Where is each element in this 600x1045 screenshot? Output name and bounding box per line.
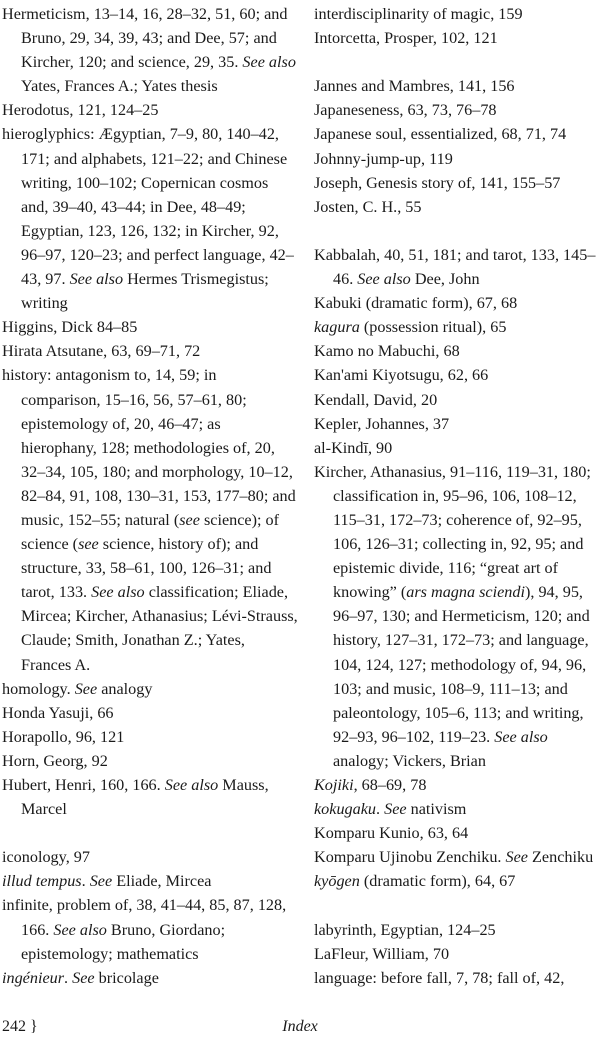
index-entry-text: Hubert, Henri, 160, 166. bbox=[2, 776, 165, 794]
index-entry-text: Yates, Frances A.; Yates thesis bbox=[21, 77, 218, 96]
index-entry-text: Kircher, Athanasius, 91–116, 119–31, 180; classification in, 95–96, 106, 108–12, 115–31, 172–73; coherence of, 92–95, 106, 126–31; collecting in, 92, 95; and epistemic divide, 116; “great art of knowing” ( bbox=[314, 462, 591, 602]
index-entry-italic-text: ingénieur bbox=[2, 968, 65, 987]
index-entry-text: Kabbalah, 40, 51, 181; and tarot, 133, 145–46. bbox=[314, 245, 596, 289]
index-entry-italic-text: See bbox=[72, 968, 95, 987]
index-entry-text: homology. bbox=[2, 679, 75, 698]
index-entry bbox=[314, 797, 598, 821]
index-entry bbox=[314, 363, 598, 387]
index-entry bbox=[314, 436, 598, 460]
index-entry-italic-text: See also bbox=[53, 920, 107, 939]
page-number: 242 } bbox=[2, 1018, 38, 1035]
index-entry-text: language: before fall, 7, 78; fall of, 42, bbox=[314, 968, 565, 987]
index-entry-italic-text: kokugaku bbox=[314, 800, 377, 819]
index-entry-text: Zenchiku bbox=[527, 848, 594, 867]
index-entry-text: Honda Yasuji, 66 bbox=[2, 703, 114, 722]
index-entry-text: (possession ritual), 65 bbox=[359, 318, 507, 337]
index-entry bbox=[314, 171, 598, 195]
index-entry bbox=[2, 122, 298, 315]
index-entry-text: . bbox=[376, 800, 385, 819]
index-entry-text: Kan'ami Kiyotsugu, 62, 66 bbox=[314, 366, 489, 385]
index-entry bbox=[314, 26, 598, 50]
index-entry-italic-text: See also bbox=[242, 53, 296, 72]
index-entry bbox=[2, 869, 298, 893]
index-entry-italic-text: See bbox=[384, 800, 407, 819]
index-entry-italic-text: See also bbox=[357, 270, 411, 289]
index-entry bbox=[314, 918, 598, 942]
index-entry bbox=[314, 2, 598, 26]
index-entry-text: Hermes Trismegistus; writing bbox=[21, 270, 269, 313]
index-entry-text: (dramatic form), 64, 67 bbox=[359, 872, 516, 891]
index-entry-italic-text: See also bbox=[164, 776, 219, 794]
index-entry-italic-text: See bbox=[505, 848, 528, 867]
index-entry-text: Kamo no Mabuchi, 68 bbox=[314, 342, 460, 361]
index-entry-italic-text: Kojiki bbox=[314, 776, 354, 794]
index-entry bbox=[314, 869, 598, 893]
index-entry bbox=[2, 677, 298, 701]
index-entry-text: Japaneseness, 63, 73, 76–78 bbox=[314, 101, 497, 120]
index-entry-text: nativism bbox=[406, 800, 467, 819]
index-entry-text: Mauss, Marcel bbox=[21, 776, 269, 819]
index-entry bbox=[2, 2, 298, 98]
letter-section-gap bbox=[2, 821, 298, 845]
index-entry-text: analogy; Vickers, Brian bbox=[333, 751, 486, 770]
index-entry bbox=[314, 966, 598, 990]
index-entry-italic-text: see bbox=[179, 510, 200, 529]
index-entry-italic-text: See also bbox=[91, 583, 145, 602]
index-entry bbox=[2, 893, 298, 965]
index-entry-text: Herodotus, 121, 124–25 bbox=[2, 101, 159, 120]
index-entry-text: LaFleur, William, 70 bbox=[314, 944, 450, 963]
index-entry-text: history: antagonism to, 14, 59; in comparison, 15–16, 56, 57–61, 80; epistemology of, 20, 46–47; as hierophany, 128; methodologies of, 20, 32–34, 105, 180; and morphology, 10–12, 82–84, 91, 108, 130–31, 153, 177–80; and music, 152–55; natural ( bbox=[2, 366, 296, 529]
index-entry-text: Hermeticism, 13–14, 16, 28–32, 51, 60; and Bruno, 29, 34, 39, 43; and Dee, 57; and Kircher, 120; and science, 29, 35. bbox=[2, 5, 288, 72]
index-entry bbox=[2, 749, 298, 773]
index-entry bbox=[314, 147, 598, 171]
index-entry-text: . bbox=[81, 872, 90, 891]
index-entry-text: hieroglyphics: Ægyptian, 7–9, 80, 140–42, 171; and alphabets, 121–22; and Chinese writing, 100–102; Copernican cosmos and, 39–40, 43–44; in Dee, 48–49; Egyptian, 123, 126, 132; in Kircher, 92, 96–97, 120–23; and perfect language, 42–43, 97. bbox=[2, 125, 294, 289]
index-column-left bbox=[2, 2, 298, 990]
index-entry bbox=[2, 339, 298, 363]
index-entry-text: Kendall, David, 20 bbox=[314, 390, 438, 409]
index-entry bbox=[314, 122, 598, 146]
index-entry-text: iconology, 97 bbox=[2, 848, 90, 867]
index-entry bbox=[314, 195, 598, 219]
index-entry-text: Jannes and Mambres, 141, 156 bbox=[314, 77, 515, 96]
index-entry-italic-text: See bbox=[89, 872, 113, 891]
index-entry-italic-text: See also bbox=[494, 727, 548, 746]
letter-section-gap bbox=[314, 50, 598, 74]
index-entry-text: Japanese soul, essentialized, 68, 71, 74 bbox=[314, 125, 567, 144]
index-entry-text: Komparu Ujinobu Zenchiku. bbox=[314, 848, 506, 867]
index-entry-italic-text: ars magna sciendi bbox=[406, 583, 525, 602]
index-entry-text: Higgins, Dick 84–85 bbox=[2, 318, 138, 337]
index-entry bbox=[2, 773, 298, 821]
index-entry-italic-text: illud tempus bbox=[2, 872, 82, 891]
index-entry bbox=[2, 701, 298, 725]
index-entry-text: science); of science ( bbox=[21, 510, 280, 554]
letter-section-gap bbox=[314, 893, 598, 917]
index-entry-text: Joseph, Genesis story of, 141, 155–57 bbox=[314, 173, 561, 192]
index-entry-text: Intorcetta, Prosper, 102, 121 bbox=[314, 29, 498, 48]
index-entry bbox=[314, 315, 598, 339]
index-entry-text: , 68–69, 78 bbox=[353, 776, 427, 794]
index-entry-text: Kepler, Johannes, 37 bbox=[314, 414, 450, 433]
index-entry-text: science, history of); and structure, 33, 58–61, 100, 126–31; and tarot, 133. bbox=[21, 535, 272, 602]
index-entry-text: Dee, John bbox=[410, 270, 480, 289]
index-entry-text: Kabuki (dramatic form), 67, 68 bbox=[314, 294, 518, 313]
index-entry bbox=[2, 966, 298, 990]
index-entry bbox=[314, 243, 598, 291]
index-entry bbox=[314, 74, 598, 98]
index-entry-text: Johnny-jump-up, 119 bbox=[314, 149, 453, 168]
index-entry-italic-text: kagura bbox=[314, 318, 360, 337]
index-column-right bbox=[314, 2, 598, 990]
index-entry bbox=[314, 460, 598, 773]
index-entry-text: infinite, problem of, 38, 41–44, 85, 87, 128, 166. bbox=[2, 896, 287, 939]
index-entry-text: Josten, C. H., 55 bbox=[314, 197, 422, 216]
index-entry-text: al-Kindī, 90 bbox=[314, 438, 393, 457]
index-entry-text: ), 94, 95, 96–97, 130; and Hermeticism, 120; and history, 127–31, 172–73; and language, 104, 124, 127; methodology of, 94, 96, 103; and music, 108–9, 111–13; and paleontology, 105–6, 113; and writing, 92–93, 96–102, 119–23. bbox=[333, 583, 590, 746]
index-entry-text: bricolage bbox=[94, 968, 159, 987]
index-entry bbox=[2, 845, 298, 869]
index-entry-text: Bruno, Giordano; epistemology; mathematics bbox=[21, 920, 226, 963]
index-entry bbox=[314, 291, 598, 315]
index-entry bbox=[2, 98, 298, 122]
index-entry-text: Hirata Atsutane, 63, 69–71, 72 bbox=[2, 342, 201, 361]
index-entry-text: interdisciplinarity of magic, 159 bbox=[314, 5, 523, 23]
index-entry-italic-text: kyōgen bbox=[314, 872, 360, 891]
page-footer bbox=[2, 1018, 598, 1042]
running-head: Index bbox=[282, 1018, 318, 1035]
index-entry-text: labyrinth, Egyptian, 124–25 bbox=[314, 920, 496, 939]
index-entry bbox=[314, 845, 598, 869]
index-entry-text: analogy bbox=[97, 679, 153, 698]
index-entry-text: classification; Eliade, Mircea; Kircher, Athanasius; Lévi-Strauss, Claude; Smith, Jonathan Z.; Yates, Frances A. bbox=[21, 583, 298, 674]
index-entry-italic-text: See also bbox=[69, 270, 124, 289]
index-entry-text: Horapollo, 96, 121 bbox=[2, 727, 125, 746]
index-entry bbox=[2, 315, 298, 339]
index-entry bbox=[2, 725, 298, 749]
index-entry bbox=[314, 942, 598, 966]
index-entry-italic-text: see bbox=[78, 535, 99, 554]
index-entry bbox=[314, 388, 598, 412]
index-entry-text: Horn, Georg, 92 bbox=[2, 751, 108, 770]
index-entry-text: . bbox=[64, 968, 73, 987]
index-entry bbox=[2, 363, 298, 676]
index-entry-italic-text: See bbox=[74, 679, 98, 698]
letter-section-gap bbox=[314, 219, 598, 243]
index-entry bbox=[314, 821, 598, 845]
index-entry bbox=[314, 339, 598, 363]
index-entry-text: Komparu Kunio, 63, 64 bbox=[314, 824, 469, 843]
index-entry bbox=[314, 98, 598, 122]
index-entry-text: Eliade, Mircea bbox=[112, 872, 212, 891]
index-entry bbox=[314, 773, 598, 797]
index-entry bbox=[314, 412, 598, 436]
